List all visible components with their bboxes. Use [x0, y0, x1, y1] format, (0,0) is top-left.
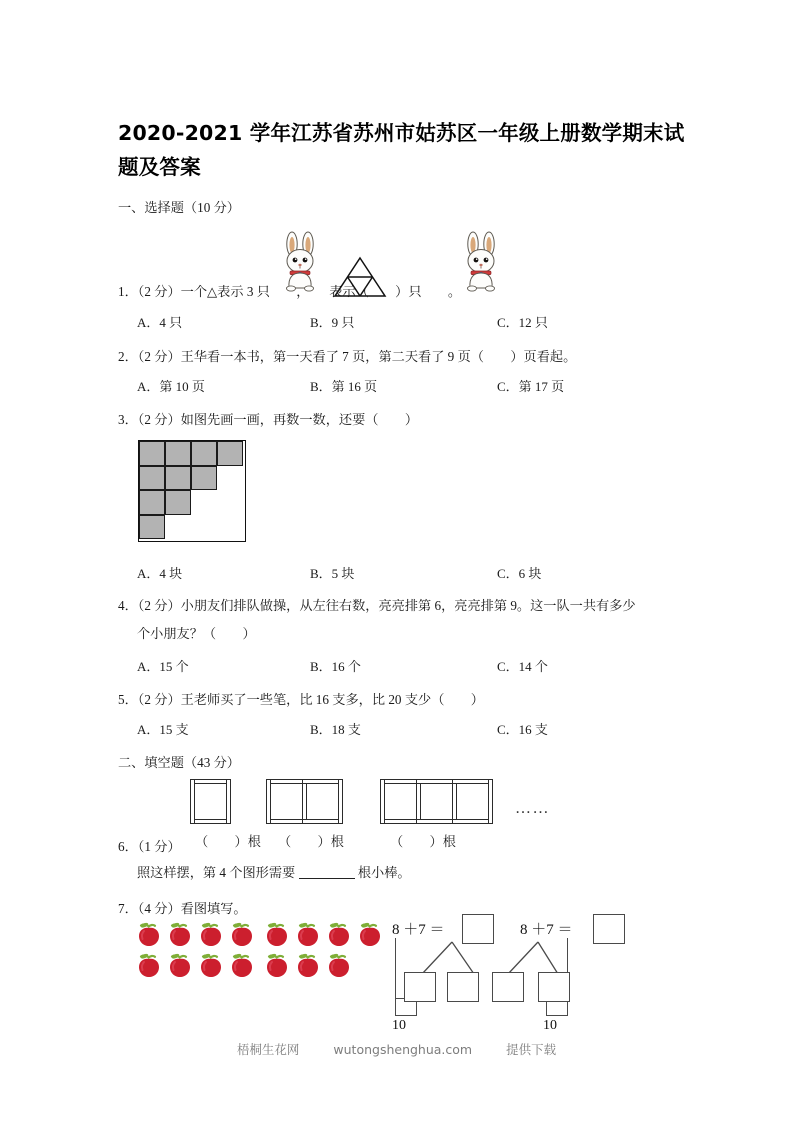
question-3-option-b[interactable]: B．5 块 [310, 566, 355, 581]
footer-watermark [0, 1040, 793, 1058]
question-6-followup [137, 864, 411, 881]
question-2-option-c[interactable]: C．第 17 页 [497, 379, 565, 394]
apple-icon [198, 921, 224, 947]
question-6-stem: 6．（1 分） [118, 839, 181, 854]
question-1-stem: 1．（2 分）一个△表示 3 只 ， 表示（ ）只 。 [118, 284, 462, 299]
apple-icon [264, 952, 290, 978]
apple-icon [167, 952, 193, 978]
question-3-option-c[interactable]: C．6 块 [497, 566, 542, 581]
apple-icon [198, 952, 224, 978]
question-2-stem: 2．（2 分）王华看一本书，第一天看了 7 页，第二天看了 9 页（ ）页看起。 [118, 349, 577, 364]
section-heading-choice: 一、选择题（10 分） [118, 200, 240, 215]
question-7-stem: 7．（4 分）看图填写。 [118, 901, 247, 916]
decompose-box-right-2[interactable] [538, 972, 570, 1002]
apple-icon [295, 952, 321, 978]
make-ten-diagram-right [520, 918, 645, 1033]
apple-icon [229, 952, 255, 978]
question-4-stem-line2: 个小朋友？（ ） [137, 626, 256, 641]
apple-icon [229, 921, 255, 947]
question-4-option-a[interactable]: A．15 个 [137, 659, 189, 674]
page-title: 2020-2021 学年江苏省苏州市姑苏区一年级上册数学期末试题及答案 [118, 121, 685, 179]
ellipsis-dots: …… [515, 800, 550, 817]
rabbit-icon [458, 230, 504, 292]
equation-right: 8 ＋7 ＝ [520, 922, 573, 938]
question-1-option-c[interactable]: C．12 只 [497, 315, 548, 330]
footer-url: wutongshenghua.com [333, 1042, 473, 1057]
ten-label-right: 10 [543, 1018, 557, 1033]
footer-site-name: 梧桐生花网 [236, 1042, 300, 1057]
question-3-stem: 3．（2 分）如图先画一画，再数一数，还要（ ） [118, 412, 419, 427]
question-1-option-a[interactable]: A．4 只 [137, 315, 183, 330]
apple-icon [295, 921, 321, 947]
apple-icon [326, 921, 352, 947]
answer-box-right[interactable] [593, 914, 625, 944]
question-1-option-b[interactable]: B．9 只 [310, 315, 355, 330]
question-6-counter-2: （ ）根 [278, 834, 344, 849]
apple-icon [357, 921, 383, 947]
question-4-option-c[interactable]: C．14 个 [497, 659, 548, 674]
question-4-option-b[interactable]: B．16 个 [310, 659, 361, 674]
question-6-followup-post: 根小棒。 [357, 865, 411, 880]
question-5-option-b[interactable]: B．18 支 [310, 722, 361, 737]
question-2-option-a[interactable]: A．第 10 页 [137, 379, 205, 394]
question-4-stem: 4．（2 分）小朋友们排队做操，从左往右数，亮亮排第 6，亮亮排第 9。这一队一共有多少 [118, 598, 636, 613]
question-6-counter-3: （ ）根 [390, 834, 456, 849]
staircase-grid-figure [138, 440, 246, 542]
question-6-counter-1: （ ）根 [195, 834, 261, 849]
apple-icon [136, 952, 162, 978]
question-5-option-a[interactable]: A．15 支 [137, 722, 189, 737]
apple-icon [167, 921, 193, 947]
question-2-option-b[interactable]: B．第 16 页 [310, 379, 378, 394]
question-3-option-a[interactable]: A．4 块 [137, 566, 183, 581]
decompose-box-right-1[interactable] [492, 972, 524, 1002]
decompose-box-left-1[interactable] [404, 972, 436, 1002]
section-heading-fill-blank: 二、填空题（43 分） [118, 755, 240, 770]
question-6-followup-pre: 照这样摆，第 4 个图形需要 [137, 865, 296, 880]
footer-note: 提供下载 [506, 1042, 557, 1057]
apple-icon [136, 921, 162, 947]
equation-left: 8 ＋7 ＝ [392, 922, 445, 938]
question-6-answer-blank[interactable] [299, 866, 355, 879]
apple-icon [326, 952, 352, 978]
apple-icon [264, 921, 290, 947]
question-5-stem: 5．（2 分）王老师买了一些笔，比 16 支多，比 20 支少（ ） [118, 692, 484, 707]
ten-label-left: 10 [392, 1018, 406, 1033]
decompose-box-left-2[interactable] [447, 972, 479, 1002]
question-5-option-c[interactable]: C．16 支 [497, 722, 548, 737]
